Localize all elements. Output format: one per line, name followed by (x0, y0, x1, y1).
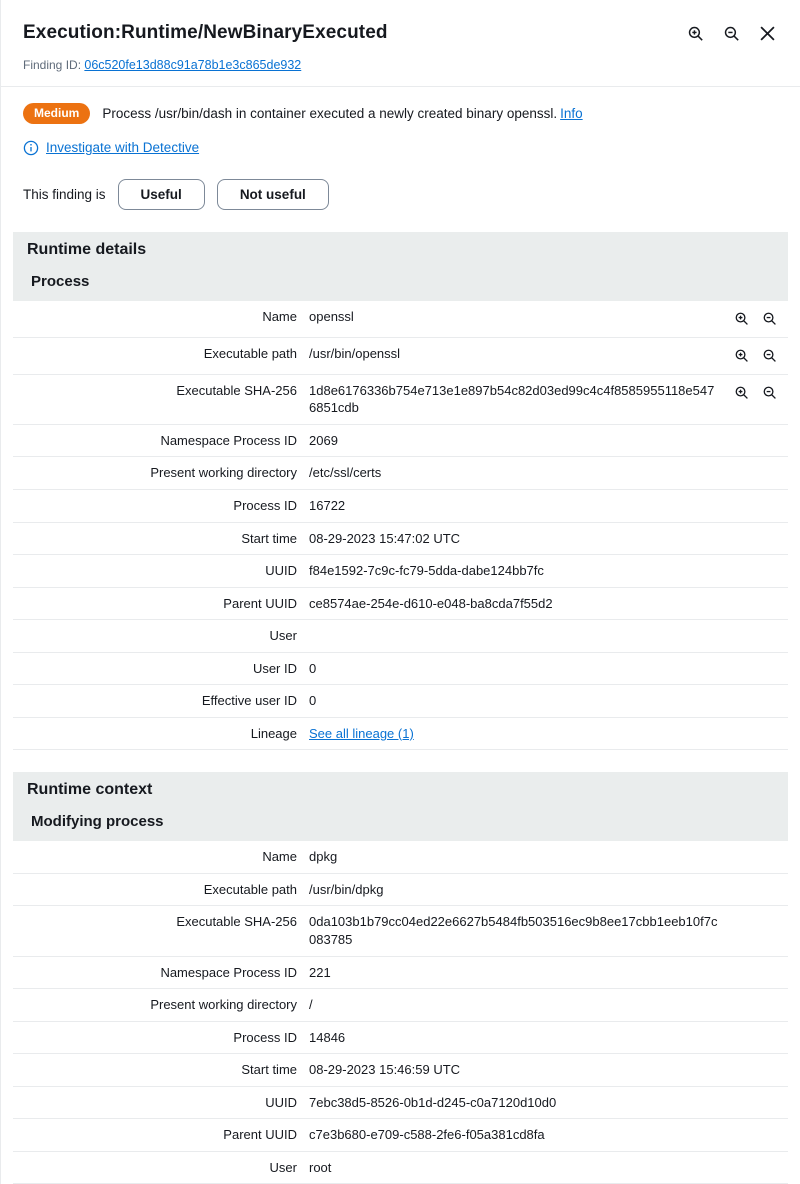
zoom-in-icon[interactable] (730, 382, 752, 404)
finding-id-label: Finding ID: (23, 57, 82, 72)
runtime-context-heading: Runtime context (13, 772, 788, 808)
zoom-out-icon[interactable] (720, 22, 742, 44)
row-key: Name (262, 308, 297, 324)
table-row (13, 873, 788, 906)
row-key: User ID (252, 660, 297, 676)
info-link[interactable]: Info (560, 105, 583, 121)
row-value: root (309, 1159, 332, 1175)
row-key: Effective user ID (201, 693, 297, 709)
row-value: 1d8e6176336b754e713e1e897b54c82d03ed99c4c4f8585955118e5476851cdb (309, 382, 715, 416)
row-actions (724, 489, 788, 522)
table-row (13, 374, 788, 424)
row-actions (724, 1054, 788, 1087)
feedback-label: This finding is (23, 186, 106, 202)
zoom-out-icon[interactable] (758, 308, 780, 330)
row-actions (724, 337, 788, 374)
zoom-in-icon[interactable] (730, 308, 752, 330)
table-row (13, 989, 788, 1022)
table-row (13, 956, 788, 989)
row-actions (724, 1021, 788, 1054)
table-row (13, 457, 788, 490)
table-row (13, 522, 788, 555)
summary-text (102, 106, 582, 121)
summary-description: Process /usr/bin/dash in container executed a newly created binary openssl. (102, 105, 558, 121)
investigate-with-detective-label: Investigate with Detective (46, 140, 200, 156)
table-row (13, 301, 788, 338)
table-row (13, 555, 788, 588)
row-value: c7e3b680-e709-c588-2fe6-f05a381cd8fa (309, 1127, 545, 1143)
table-row (13, 489, 788, 522)
row-actions (724, 301, 788, 338)
table-row (13, 424, 788, 457)
row-key: Present working directory (150, 997, 297, 1013)
finding-summary (1, 87, 800, 124)
row-actions (724, 1119, 788, 1152)
row-key: Namespace Process ID (160, 964, 297, 980)
runtime-context-modifying-process-heading: Modifying process (13, 808, 788, 841)
row-actions (724, 717, 788, 750)
row-value: 14846 (309, 1029, 346, 1045)
row-actions (724, 620, 788, 653)
row-value: 16722 (309, 497, 346, 513)
zoom-in-icon[interactable] (684, 22, 706, 44)
table-row (13, 587, 788, 620)
header-actions (684, 20, 778, 44)
feedback-row (1, 161, 800, 210)
row-key: Start time (241, 530, 297, 546)
table-row (13, 1086, 788, 1119)
row-actions (724, 652, 788, 685)
zoom-out-icon[interactable] (758, 382, 780, 404)
row-value[interactable] (303, 717, 724, 750)
runtime-details-heading: Runtime details (13, 232, 788, 268)
row-key: Process ID (233, 1029, 297, 1045)
empty-value (309, 627, 718, 643)
row-value: ce8574ae-254e-d610-e048-ba8cda7f55d2 (309, 595, 553, 611)
row-actions (724, 906, 788, 956)
status-badge: Medium (23, 103, 90, 124)
runtime-details-section (1, 232, 800, 751)
row-actions (724, 587, 788, 620)
row-actions (724, 685, 788, 718)
zoom-in-icon[interactable] (730, 345, 752, 367)
table-row (13, 1151, 788, 1184)
row-actions (724, 1151, 788, 1184)
finding-id-link[interactable]: 06c520fe13d88c91a78b1e3c865de932 (84, 57, 302, 72)
table-row (13, 717, 788, 750)
row-key: UUID (265, 1094, 297, 1110)
table-row (13, 906, 788, 956)
row-actions (724, 956, 788, 989)
table-row (13, 620, 788, 653)
row-value: 08-29-2023 15:47:02 UTC (309, 530, 461, 546)
table-row (13, 337, 788, 374)
row-value: 7ebc38d5-8526-0b1d-d245-c0a7120d10d0 (309, 1094, 557, 1110)
row-value: 0 (309, 660, 317, 676)
row-value (303, 620, 724, 653)
table-row (13, 652, 788, 685)
not-useful-button[interactable]: Not useful (217, 179, 329, 210)
row-actions (724, 555, 788, 588)
runtime-details-table (13, 301, 788, 751)
row-value: openssl (309, 308, 354, 324)
row-actions (724, 522, 788, 555)
row-key: Namespace Process ID (160, 432, 297, 448)
row-value: f84e1592-7c9c-fc79-5dda-dabe124bb7fc (309, 563, 544, 579)
row-actions (724, 457, 788, 490)
row-value: 08-29-2023 15:46:59 UTC (309, 1062, 461, 1078)
row-value: 0 (309, 693, 317, 709)
useful-button[interactable]: Useful (118, 179, 205, 210)
row-value: / (309, 997, 313, 1013)
row-key: Parent UUID (223, 595, 297, 611)
panel-header (1, 0, 800, 86)
row-actions (724, 424, 788, 457)
row-key: Lineage (250, 725, 297, 741)
row-value: /etc/ssl/certs (309, 465, 382, 481)
finding-id (23, 58, 778, 72)
row-actions (724, 1086, 788, 1119)
row-key: Process ID (233, 497, 297, 513)
table-row (13, 841, 788, 873)
row-value: /usr/bin/dpkg (309, 881, 384, 897)
table-row (13, 1054, 788, 1087)
row-key: Present working directory (150, 465, 297, 481)
lineage-link[interactable]: See all lineage (1) (309, 725, 414, 741)
row-key: Start time (241, 1062, 297, 1078)
row-key: User (269, 628, 297, 644)
zoom-out-icon[interactable] (758, 345, 780, 367)
row-value: dpkg (309, 849, 338, 865)
investigate-with-detective-link[interactable] (1, 124, 221, 156)
row-key: Parent UUID (223, 1127, 297, 1143)
table-row (13, 1021, 788, 1054)
row-key: Executable SHA-256 (176, 382, 297, 398)
row-value: 0da103b1b79cc04ed22e6627b5484fb503516ec9b8ee17cbb1eeb10f7c083785 (309, 914, 718, 947)
table-row (13, 685, 788, 718)
row-value: /usr/bin/openssl (309, 345, 401, 361)
row-actions (724, 841, 788, 873)
table-row (13, 1119, 788, 1152)
page-title: Execution:Runtime/NewBinaryExecuted (23, 22, 388, 43)
row-key: Name (262, 849, 297, 865)
row-actions (724, 873, 788, 906)
row-value: 2069 (309, 432, 338, 448)
row-key: Executable path (203, 345, 297, 361)
row-actions (724, 374, 788, 424)
runtime-details-process-heading: Process (13, 268, 788, 301)
row-actions (724, 989, 788, 1022)
runtime-context-table (13, 841, 788, 1184)
row-key: User (269, 1159, 297, 1175)
close-icon[interactable] (756, 22, 778, 44)
row-value: 221 (309, 964, 331, 980)
info-circle-icon (23, 140, 39, 156)
runtime-context-section (1, 772, 800, 1184)
row-key: UUID (265, 563, 297, 579)
row-key: Executable path (203, 881, 297, 897)
row-key: Executable SHA-256 (176, 914, 297, 930)
